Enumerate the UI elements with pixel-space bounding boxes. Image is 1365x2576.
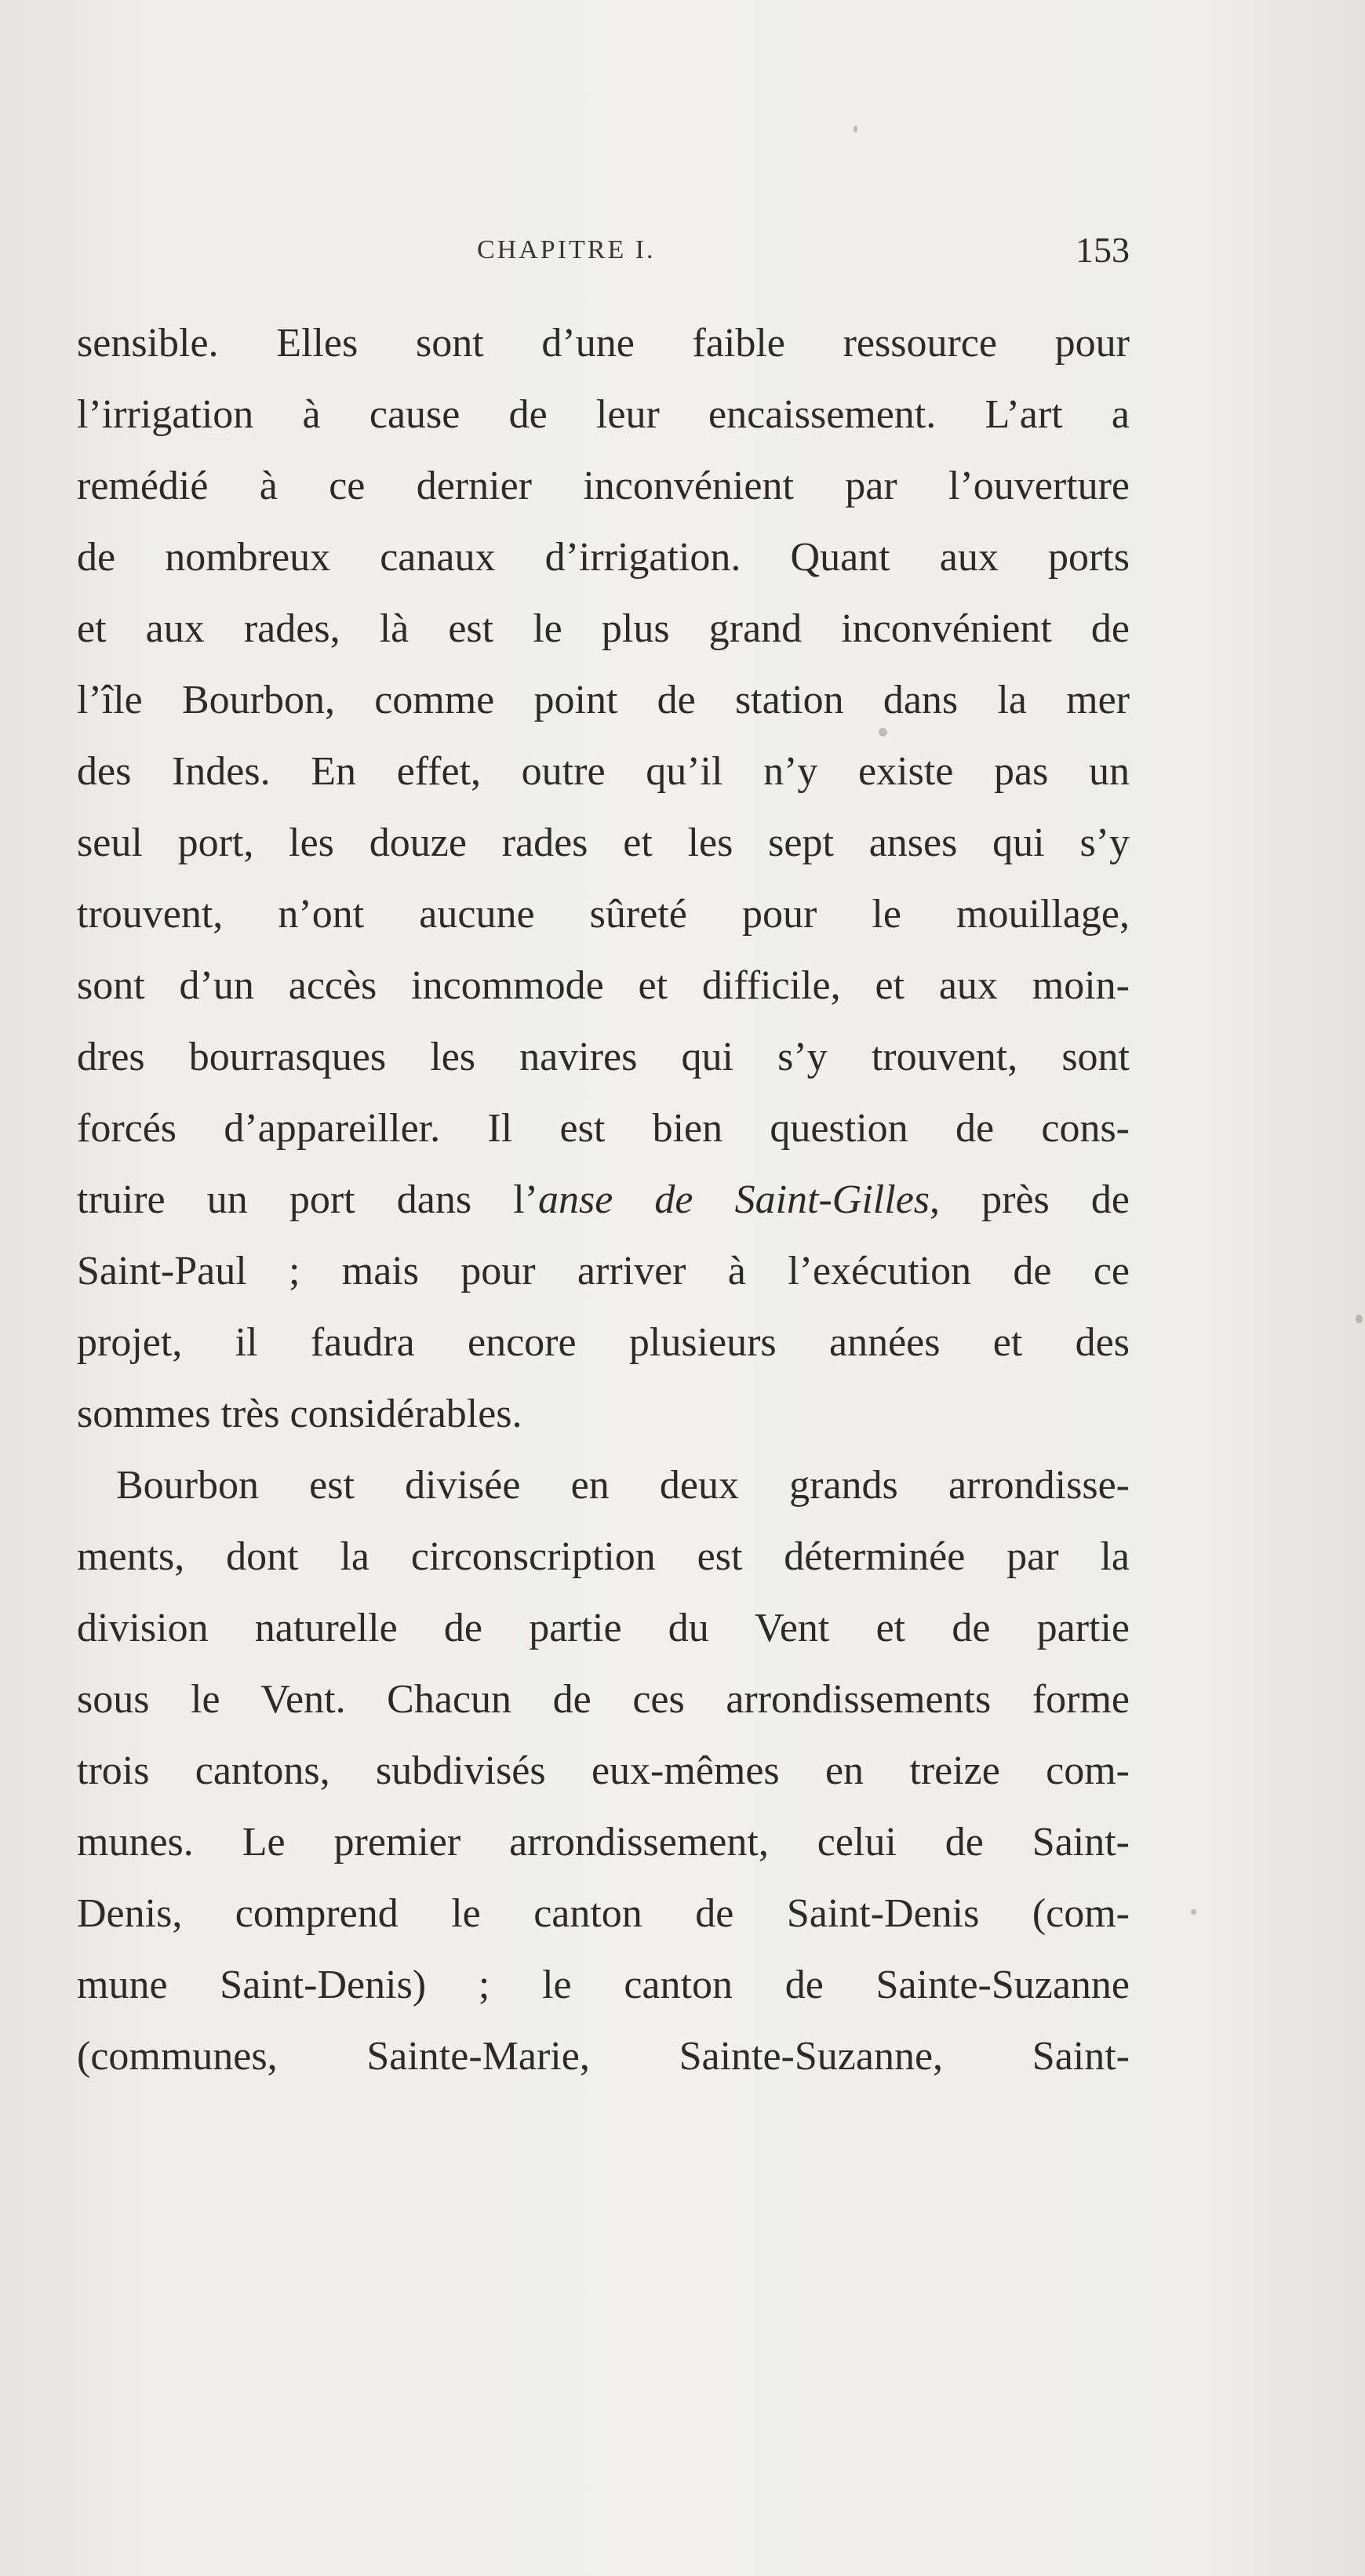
italic-place-name: anse de Saint-Gilles bbox=[537, 1177, 930, 1222]
text-line: dres bourrasques les navires qui s’y trouvent, sont bbox=[77, 1035, 1130, 1079]
paper-speck bbox=[1191, 1909, 1196, 1915]
text-line: forcés d’appareiller. Il est bien question de cons- bbox=[77, 1106, 1130, 1151]
text-line: sommes très considérables. bbox=[77, 1392, 522, 1436]
running-head: CHAPITRE I. bbox=[477, 235, 656, 264]
text-line: division naturelle de partie du Vent et de partie bbox=[77, 1606, 1130, 1650]
text-line: de nombreux canaux d’irrigation. Quant aux ports bbox=[77, 535, 1130, 580]
text-line: mune Saint-Denis) ; le canton de Sainte-Suzanne bbox=[77, 1963, 1130, 2007]
text-line: ments, dont la circonscription est déterminée par la bbox=[77, 1534, 1130, 1579]
text-line: l’île Bourbon, comme point de station dans la mer bbox=[77, 678, 1130, 722]
text-line: sensible. Elles sont d’une faible ressource pour bbox=[77, 321, 1130, 366]
paragraph-2 bbox=[77, 1450, 1130, 2092]
text-line: munes. Le premier arrondissement, celui de Saint- bbox=[77, 1820, 1130, 1865]
text-segment: , près de bbox=[930, 1177, 1130, 1222]
text-line: remédié à ce dernier inconvénient par l’ouverture bbox=[77, 464, 1130, 508]
text-line: sont d’un accès incommode et difficile, et aux moin- bbox=[77, 963, 1130, 1008]
text-line: Bourbon est divisée en deux grands arrondisse- bbox=[116, 1463, 1130, 1508]
text-line: seul port, les douze rades et les sept anses qui s’y bbox=[77, 820, 1130, 865]
text-line: (communes, Sainte-Marie, Sainte-Suzanne, Saint- bbox=[77, 2034, 1130, 2079]
paper-speck bbox=[854, 126, 857, 133]
text-line: Saint-Paul ; mais pour arriver à l’exécution de ce bbox=[77, 1249, 1130, 1293]
paragraph-1 bbox=[77, 307, 1130, 1450]
text-line: trois cantons, subdivisés eux-mêmes en treize com- bbox=[77, 1748, 1130, 1793]
body-text bbox=[77, 307, 1130, 2092]
text-line: sous le Vent. Chacun de ces arrondissements forme bbox=[77, 1677, 1130, 1722]
paper-speck bbox=[1356, 1315, 1363, 1323]
text-line: trouvent, n’ont aucune sûreté pour le mouillage, bbox=[77, 892, 1130, 937]
paper-speck bbox=[879, 728, 887, 737]
page-number: 153 bbox=[1076, 230, 1130, 270]
page-header bbox=[77, 226, 1130, 281]
text-line-with-italic bbox=[77, 1164, 1130, 1235]
text-line: l’irrigation à cause de leur encaissement. L’art a bbox=[77, 392, 1130, 437]
text-line: Denis, comprend le canton de Saint-Denis (com- bbox=[77, 1891, 1130, 1936]
text-line: et aux rades, là est le plus grand inconvénient de bbox=[77, 606, 1130, 651]
text-line: des Indes. En effet, outre qu’il n’y existe pas un bbox=[77, 749, 1130, 794]
text-line: projet, il faudra encore plusieurs années et des bbox=[77, 1320, 1130, 1365]
text-segment: truire un port dans l’ bbox=[77, 1177, 538, 1222]
